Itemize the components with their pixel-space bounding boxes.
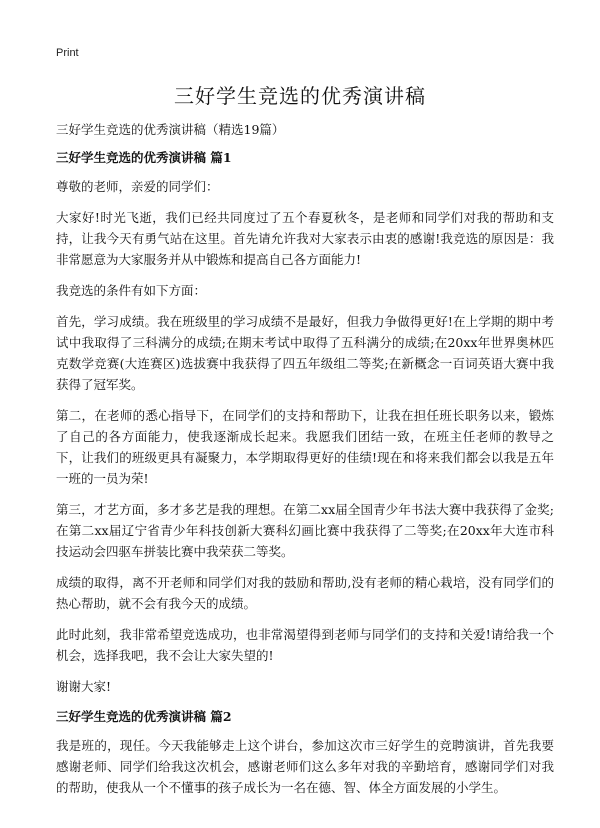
paragraph: 第二，在老师的悉心指导下，在同学们的支持和帮助下，让我在担任班长职务以来，锻炼了自己的各方面能力，使我逐渐成长起来。我愿我们团结一致，在班主任老师的教导之下，让我们的班级更具有凝聚力，本学期取得更好的佳绩!现在和将来我们都会以我是五年一班的一员为荣! [56, 408, 554, 486]
section-heading: 三好学生竞选的优秀演讲稿 篇1 [56, 150, 232, 165]
page-title: 三好学生竞选的优秀演讲稿 [174, 84, 426, 108]
paragraph: 谢谢大家! [56, 679, 112, 694]
section-1 [56, 148, 554, 697]
print-link[interactable]: Print [56, 47, 79, 59]
section-2 [56, 707, 554, 798]
document-body [56, 120, 554, 808]
paragraph: 我是班的，现任。今天我能够走上这个讲台，参加这次市三好学生的竞聘演讲，首先我要感谢老师、同学们给我这次机会，感谢老师们这么多年对我的辛勤培育，感谢同学们对我的帮助，使我从一个不懂事的孩子成长为一名在德、智、体全方面发展的小学生。 [56, 738, 554, 795]
section-heading: 三好学生竞选的优秀演讲稿 篇2 [56, 709, 232, 724]
paragraph: 尊敬的老师，亲爱的同学们： [56, 179, 219, 194]
paragraph: 第三，才艺方面，多才多艺是我的理想。在第二xx届全国青少年书法大赛中我获得了金奖;在第二xx届辽宁省青少年科技创新大赛科幻画比赛中我获得了二等奖;在20xx年大连市科技运动会四驱车拼装比赛中我荣获二等奖。 [56, 502, 554, 559]
document-subtitle: 三好学生竞选的优秀演讲稿（精选19篇） [56, 122, 285, 137]
paragraph: 此时此刻，我非常希望竞选成功，也非常渴望得到老师与同学们的支持和关爱!请给我一个机会，选择我吧，我不会让大家失望的! [56, 627, 554, 663]
paragraph: 首先，学习成绩。我在班级里的学习成绩不是最好，但我力争做得更好!在上学期的期中考试中我取得了三科满分的成绩;在期末考试中取得了五科满分的成绩;在20xx年世界奥林匹克数学竞赛(大连赛区)选拔赛中我获得了四五年级组二等奖;在新概念一百词英语大赛中我获得了冠军奖。 [56, 314, 554, 392]
paragraph: 我竞选的条件有如下方面： [56, 283, 207, 298]
paragraph: 成绩的取得，离不开老师和同学们对我的鼓励和帮助,没有老师的精心栽培，没有同学们的热心帮助，就不会有我今天的成绩。 [56, 575, 554, 611]
paragraph: 大家好!时光飞逝，我们已经共同度过了五个春夏秋冬，是老师和同学们对我的帮助和支持，让我今天有勇气站在这里。首先请允许我对大家表示由衷的感谢!我竞选的原因是：我非常愿意为大家服务并从中锻炼和提高自己各方面能力! [56, 210, 554, 267]
